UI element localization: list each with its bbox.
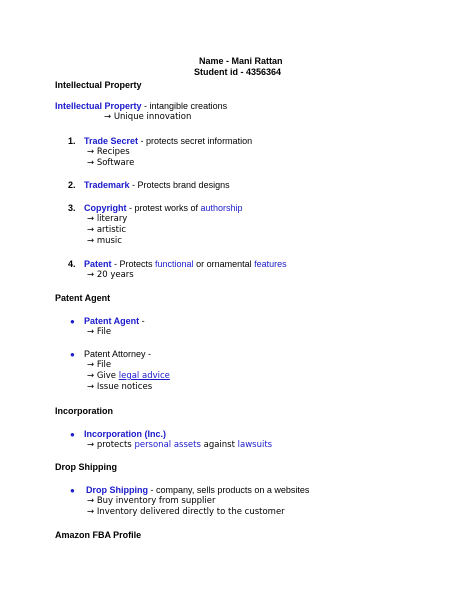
trademark-term: Trademark [84, 180, 130, 190]
patent-desc-a: - Protects [111, 259, 156, 269]
copyright-desc: - protest works of [126, 203, 201, 213]
trade-secret-line [84, 136, 252, 147]
trademark-desc: - Protects brand designs [129, 180, 230, 190]
drop-shipping-line [86, 485, 309, 496]
patent-line [84, 259, 287, 270]
incorporation-sub-a: → protects [87, 440, 135, 450]
ip-intro-line [55, 101, 227, 112]
heading-patent-agent: Patent Agent [55, 293, 111, 303]
bullet-icon: ● [70, 350, 75, 359]
drop-shipping-desc: - company, sells products on a websites [148, 485, 310, 495]
ip-intro-sub: → Unique innovation [104, 112, 192, 122]
heading-amazon-fba-profile: Amazon FBA Profile [55, 530, 142, 540]
name-line: Name - Mani Rattan [199, 56, 283, 66]
copyright-sub-1: → literary [87, 214, 128, 224]
patent-agent-sub: → File [87, 327, 112, 337]
list-number-4: 4. [68, 259, 76, 269]
drop-shipping-sub-2: → Inventory delivered directly to the customer [87, 507, 285, 517]
list-number-1: 1. [68, 136, 76, 146]
list-number-3: 3. [68, 203, 76, 213]
patent-agent-line [84, 316, 145, 327]
trade-secret-sub-1: → Recipes [87, 147, 130, 157]
ip-intro-desc: - intangible creations [141, 101, 228, 111]
trade-secret-sub-2: → Software [87, 158, 135, 168]
patent-attorney-sub-2 [87, 371, 170, 382]
copyright-sub-2: → artistic [87, 225, 127, 235]
bullet-icon: ● [70, 317, 75, 326]
drop-shipping-sub-1: → Buy inventory from supplier [87, 496, 216, 506]
incorporation-term: Incorporation (Inc.) [84, 429, 166, 439]
incorporation-sub-b: against [200, 440, 238, 450]
patent-attorney-line: Patent Attorney - [84, 349, 152, 359]
patent-term: Patent [84, 259, 112, 269]
bullet-icon: ● [70, 486, 75, 495]
patent-attorney-sub-1: → File [87, 360, 112, 370]
list-number-2: 2. [68, 180, 76, 190]
patent-attorney-sub-3: → Issue notices [87, 382, 153, 392]
trade-secret-term: Trade Secret [84, 136, 139, 146]
patent-sub-1: → 20 years [87, 270, 134, 280]
lawsuits-link[interactable]: lawsuits [237, 440, 273, 450]
bullet-icon: ● [70, 430, 75, 439]
patent-attorney-sub-2-prefix: → Give [87, 371, 119, 381]
personal-assets-link[interactable]: personal assets [134, 440, 201, 450]
patent-desc-b: or ornamental [193, 259, 255, 269]
student-id-line: Student id - 4356364 [194, 67, 282, 77]
legal-advice-link[interactable]: legal advice [118, 371, 170, 381]
heading-intellectual-property: Intellectual Property [55, 80, 142, 90]
copyright-sub-3: → music [87, 236, 122, 246]
trade-secret-desc: - protects secret information [138, 136, 253, 146]
features-link[interactable]: features [254, 259, 287, 269]
copyright-line [84, 203, 243, 214]
functional-link[interactable]: functional [155, 259, 194, 269]
patent-agent-term: Patent Agent [84, 316, 140, 326]
ip-intro-term: Intellectual Property [55, 101, 142, 111]
incorporation-sub [87, 440, 272, 451]
patent-agent-desc: - [139, 316, 145, 326]
heading-drop-shipping: Drop Shipping [55, 462, 117, 472]
heading-incorporation: Incorporation [55, 406, 113, 416]
trademark-line [84, 180, 230, 191]
drop-shipping-term: Drop Shipping [86, 485, 148, 495]
copyright-term: Copyright [84, 203, 127, 213]
authorship-link[interactable]: authorship [200, 203, 243, 213]
